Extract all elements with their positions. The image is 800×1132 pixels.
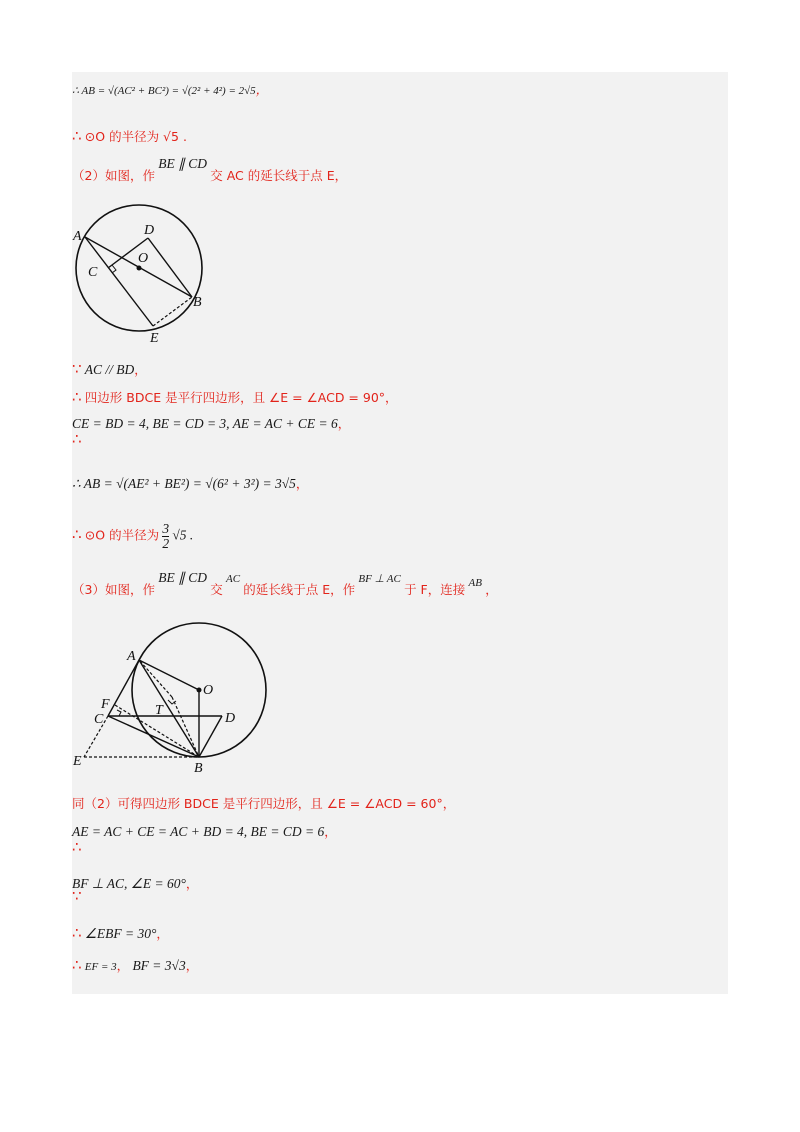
part2-intro-line: （2）如图，作 BE ∥ CD 交 AC 的延长线于点 E， bbox=[72, 156, 348, 183]
svg-text:A: A bbox=[127, 649, 136, 664]
angle-ebf-line: ∴ ∠EBF = 30°， bbox=[72, 924, 169, 942]
svg-text:T: T bbox=[155, 703, 163, 718]
radius2-line: ∴ ⊙O 的半径为 $\frac{3}{2}$ √5 . bbox=[72, 521, 194, 551]
parallel-line: ∵ AC // BD， bbox=[72, 360, 147, 378]
part3-intro-line: （3）如图，作 BE ∥ CD 交 $^{AC}$ 的延长线于点 E，作 $^{BF \perp AC}$ 于 F，连接 $^{AB}$ ， bbox=[72, 570, 498, 597]
part3-lengths-symbol: ∴ bbox=[72, 838, 82, 856]
radius-result-line: ∴ ⊙O 的半径为 √5 . bbox=[72, 127, 187, 145]
svg-text:F: F bbox=[101, 697, 110, 712]
svg-text:A: A bbox=[73, 229, 82, 244]
svg-text:E: E bbox=[150, 331, 159, 346]
parallelogram-line: ∴ 四边形 BDCE 是平行四边形，且 ∠E = ∠ACD = 90°， bbox=[72, 388, 398, 406]
part3-parallelogram-line: 同（2）可得四边形 BDCE 是平行四边形，且 ∠E = ∠ACD = 60°， bbox=[72, 796, 456, 811]
svg-text:B: B bbox=[193, 295, 202, 310]
svg-text:C: C bbox=[88, 265, 98, 280]
svg-text:O: O bbox=[138, 251, 149, 266]
therefore-symbol: ∴ bbox=[72, 127, 82, 145]
lengths-symbol: ∴ bbox=[72, 430, 82, 448]
svg-text:O: O bbox=[203, 683, 214, 698]
ab-result-line: ∴ AB = √(AE² + BE²) = √(6² + 3²) = 3√5， bbox=[72, 476, 309, 491]
figure-part3-circle bbox=[72, 618, 272, 778]
svg-text:C: C bbox=[94, 712, 104, 727]
perpendicular-line: BF ⊥ AC, ∠E = 60°， bbox=[72, 876, 199, 891]
svg-text:B: B bbox=[194, 761, 203, 776]
svg-text:D: D bbox=[144, 223, 155, 238]
svg-text:E: E bbox=[73, 754, 82, 769]
lengths-line: CE = BD = 4, BE = CD = 3, AE = AC + CE = 6， bbox=[72, 416, 351, 431]
ef-bf-line: ∴ EF = 3， BF = 3√3， bbox=[72, 956, 199, 974]
ab-calc-line: ∴ AB = √(AC² + BC²) = √(2² + 4²) = 2√5， bbox=[72, 82, 269, 97]
solution-panel bbox=[72, 72, 728, 994]
part3-lengths-line: AE = AC + CE = AC + BD = 4, BE = CD = 6， bbox=[72, 824, 337, 839]
svg-text:D: D bbox=[225, 711, 236, 726]
perpendicular-symbol: ∵ bbox=[72, 887, 82, 905]
figure-part2-circle bbox=[72, 200, 212, 350]
